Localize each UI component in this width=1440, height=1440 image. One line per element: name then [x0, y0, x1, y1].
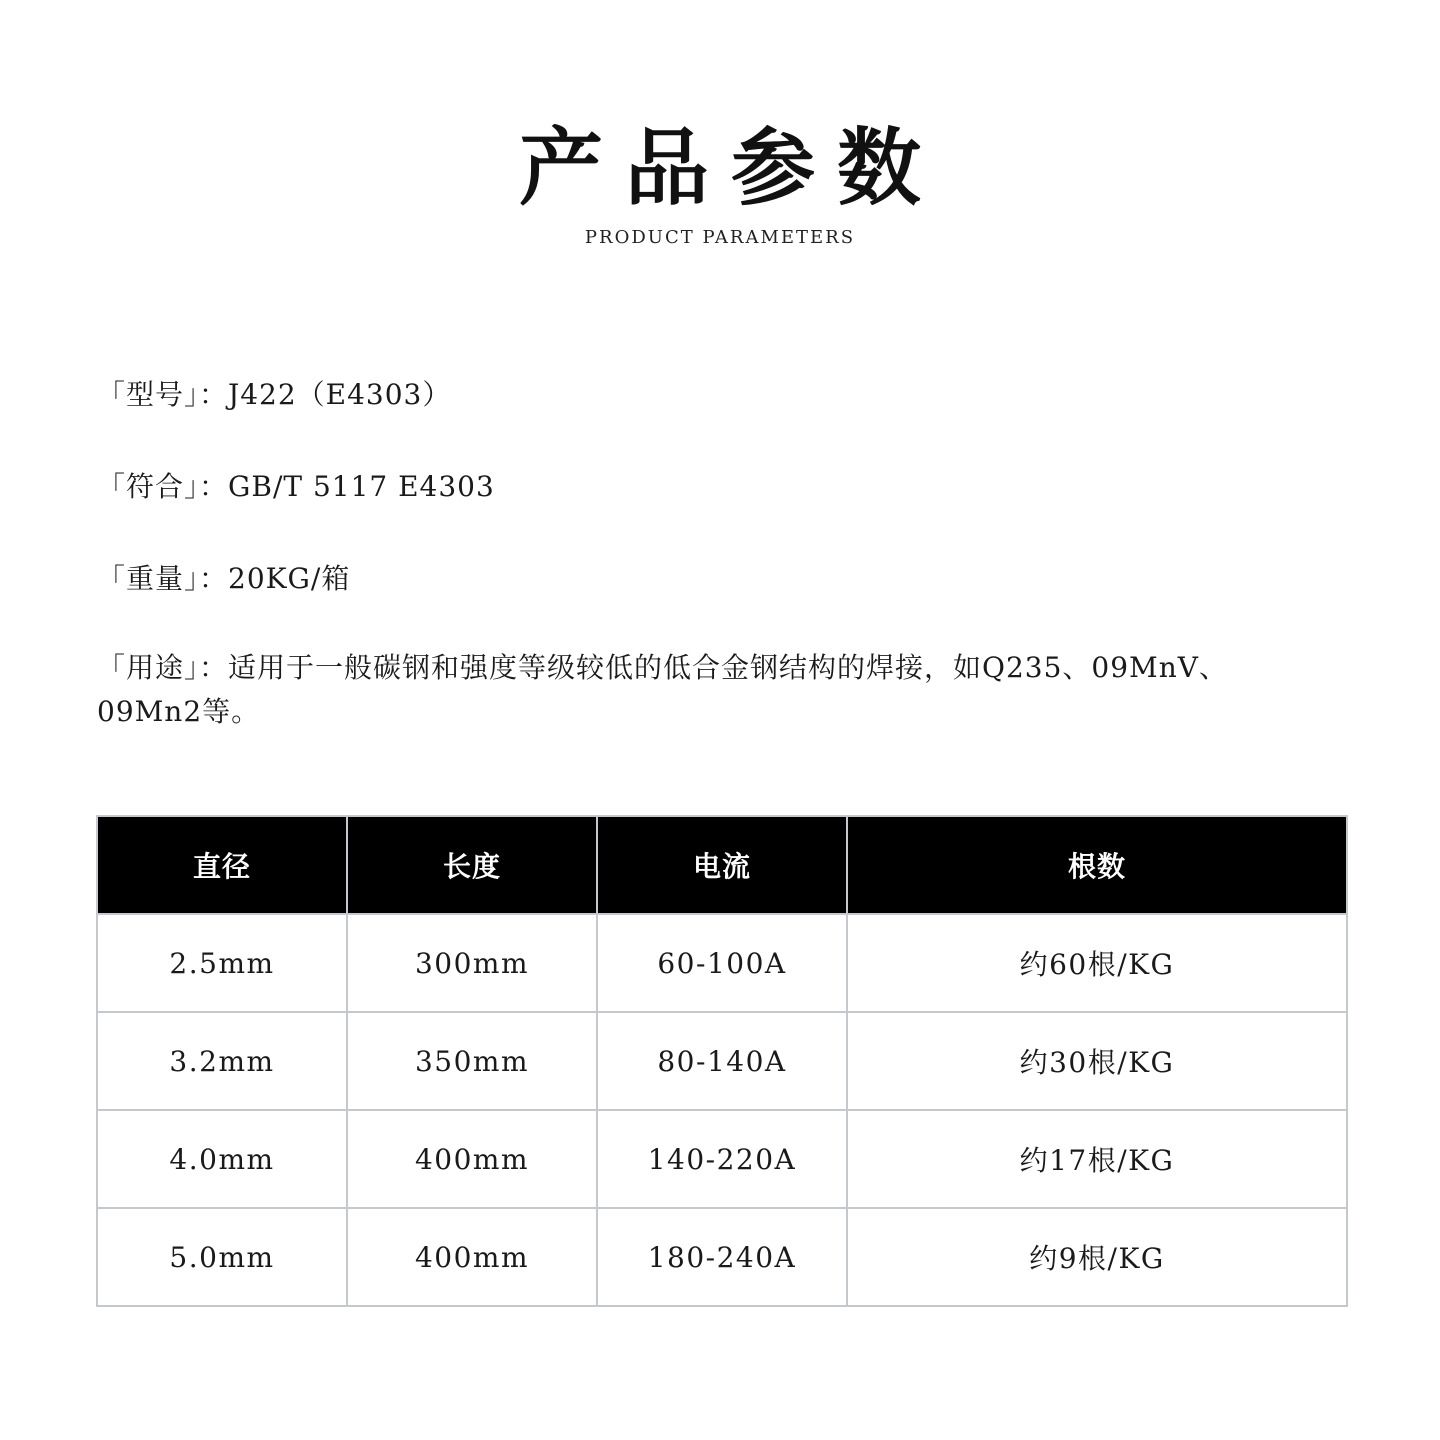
cell-diameter: 5.0mm [97, 1208, 347, 1306]
header-diameter: 直径 [97, 816, 347, 914]
cell-current: 180-240A [597, 1208, 847, 1306]
cell-current: 60-100A [597, 914, 847, 1012]
page-title: 产品参数 [518, 119, 943, 217]
cell-length: 300mm [347, 914, 597, 1012]
cell-count: 约17根/KG [847, 1110, 1347, 1208]
header-length: 长度 [347, 816, 597, 914]
cell-length: 400mm [347, 1110, 597, 1208]
cell-count: 约30根/KG [847, 1012, 1347, 1110]
header-count: 根数 [847, 816, 1347, 914]
spec-table [96, 815, 1348, 1307]
table-row [97, 1110, 1347, 1208]
cell-count: 约9根/KG [847, 1208, 1347, 1306]
cell-count: 约60根/KG [847, 914, 1347, 1012]
header-current: 电流 [597, 816, 847, 914]
cell-current: 80-140A [597, 1012, 847, 1110]
param-weight: 「重量」：20KG/箱 [97, 562, 351, 595]
param-standard: 「符合」：GB/T 5117 E4303 [97, 470, 495, 503]
param-usage: 「用途」：适用于一般碳钢和强度等级较低的低合金钢结构的焊接，如Q235、09MnV、09Mn2等。 [97, 651, 1228, 728]
table-row [97, 1012, 1347, 1110]
cell-length: 350mm [347, 1012, 597, 1110]
table-row [97, 914, 1347, 1012]
cell-diameter: 2.5mm [97, 914, 347, 1012]
table-header-row [97, 816, 1347, 914]
table-row [97, 1208, 1347, 1306]
param-model: 「型号」：J422（E4303） [97, 378, 452, 411]
cell-length: 400mm [347, 1208, 597, 1306]
cell-diameter: 4.0mm [97, 1110, 347, 1208]
cell-diameter: 3.2mm [97, 1012, 347, 1110]
cell-current: 140-220A [597, 1110, 847, 1208]
page-subtitle: PRODUCT PARAMETERS [584, 227, 856, 248]
